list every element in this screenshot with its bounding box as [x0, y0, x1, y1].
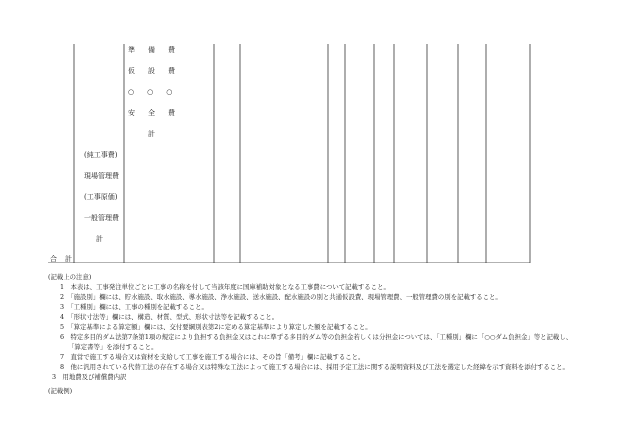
note-item-6-cont: 「算定書等」を添付すること。 [68, 343, 158, 351]
note-item-1: 1 本表は、工事発注単位ごとに工事の名称を付して当該年度に国庫補助対象となる工事費について記載すること。 [60, 283, 390, 291]
vertical-text-junbi: 準備費 [128, 46, 188, 54]
note-item-2: 2 「施設別」欄には、貯水施設、取水施設、導水施設、浄水施設、送水施設、配水施設の別と共通仮設費、現場管理費、一般管理費の別を記載すること。 [60, 293, 502, 301]
vertical-text-anzen: 安全費 [128, 109, 188, 117]
note-item-4: 4 「形状寸法等」欄には、構造、材質、型式、形状寸法等を記載すること。 [60, 313, 279, 321]
vertical-text-kasetsu: 仮設費 [128, 67, 188, 75]
vertical-text-kei: 計 [148, 130, 155, 138]
total-label-left: 合 [50, 255, 57, 263]
note-item-3: 3 「工種別」欄には、工事の種別を記載すること。 [60, 303, 208, 311]
label-site-management: 現場管理費 [84, 172, 119, 180]
label-subtotal: 計 [96, 235, 103, 243]
note-item-8: 8 他に汎用されている代替工法の存在する場合又は特殊な工法によって施工する場合には、採用予定工法に関する説明資料及び工法を選定した経緯を示す資料を添付すること。 [60, 363, 569, 371]
notes-heading: (記載上の注意) [48, 273, 92, 281]
label-pure-construction: (純工事費) [84, 151, 118, 159]
table-grid [48, 44, 588, 263]
label-construction-cost: (工事原価) [84, 193, 118, 201]
example-label: (記載例) [48, 387, 73, 395]
cost-breakdown-table [48, 44, 588, 263]
label-general-management: 一般管理費 [84, 214, 119, 222]
total-label-right: 計 [65, 255, 72, 263]
note-item-6: 6 特定多目的ダム法第7条第1項の規定により負担する負担金又はこれに準ずる多目的ダム等の負担金若しくは分担金については、「工種別」欄に「○○ダム負担金」等と記載し、 [60, 333, 573, 341]
section-3-heading: 3 用地費及び補償費内訳 [52, 373, 127, 381]
note-item-7: 7 直営で施工する場合又は資材を支給して工事を施工する場合には、その旨「備考」欄に記載すること。 [60, 353, 365, 361]
vertical-text-maru: ○○○ [128, 88, 186, 96]
notes-section [48, 272, 628, 396]
note-item-5: 5 「算定基準による算定額」欄には、交付要綱別表第2に定める算定基準により算定した額を記載すること。 [60, 323, 372, 331]
